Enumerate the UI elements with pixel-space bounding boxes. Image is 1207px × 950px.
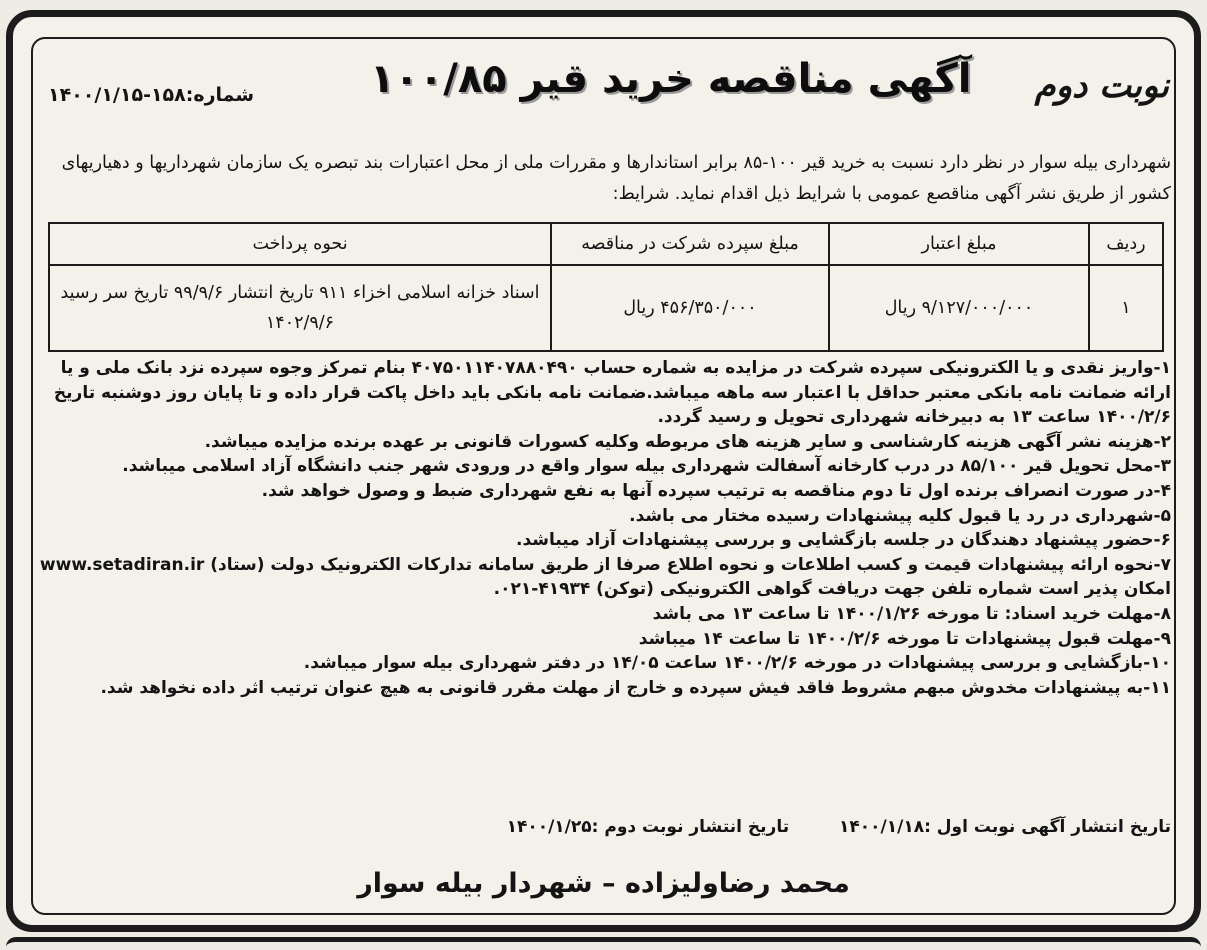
table-row (49, 265, 1163, 351)
condition-item: ۱-واریز نقدی و یا الکترونیکی سپرده شرکت در مزایده به شماره حساب ۴۰۷۵۰۱۱۴۰۷۸۸۰۴۹۰ بنام تمرکز وجوه سپرده نزد بانک ملی و یا ارائه ضمانت نامه بانکی معتبر حداقل با اعتبار سه ماهه میباشد.ضمانت نامه بانکی باید داخل پاکت قرار داده و تا پایان روز دوشنبه تاریخ ۱۴۰۰/۲/۶ ساعت ۱۳ به دبیرخانه شهرداری تحویل و رسید گردد. (53, 358, 1171, 428)
header-credit: مبلغ اعتبار (829, 223, 1089, 265)
condition-item: ۵-شهرداری در رد یا قبول کلیه پیشنهادات رسیده مختار می باشد. (629, 505, 1171, 526)
signature: محمد رضاولیزاده – شهردار بیله سوار (357, 868, 850, 899)
condition-item: ۱۱-به پیشنهادات مخدوش مبهم مشروط فاقد فیش سپرده و خارج از مهلت مقرر قانونی به هیچ عنوان ترتیب اثر داده نخواهد شد. (100, 677, 1171, 698)
notice-title: آگهی مناقصه خرید قیر ۱۰۰/۸۵ (370, 56, 972, 102)
first-publication-date: تاریخ انتشار آگهی نوبت اول :۱۴۰۰/۱/۱۸ (839, 817, 1171, 837)
condition-7-text: ۷-نحوه ارائه پیشنهادات قیمت و کسب اطلاعات و نحوه اطلاع صرفا از طریق سامانه تدارکات الکترونیک دولت (ستاد) (210, 554, 1171, 575)
condition-item: ۶-حضور پیشنهاد دهندگان در جلسه بازگشایی و بررسی پیشنهادات آزاد میباشد. (515, 530, 1171, 551)
conditions-list (37, 356, 1171, 700)
condition-item: ۲-هزینه نشر آگهی هزینه کارشناسی و سایر هزینه های مربوطه وکلیه کسورات قانونی بر عهده برنده مزایده میباشد. (204, 431, 1171, 452)
cell-row-number: ۱ (1089, 265, 1163, 351)
condition-item: ۴-در صورت انصراف برنده اول تا دوم مناقصه به ترتیب سپرده آنها به نفع شهرداری ضبط و وصول خواهد شد. (261, 480, 1171, 501)
condition-7-rest: امکان پذیر است شماره تلفن جهت دریافت گواهی الکترونیکی (توکن) ۴۱۹۳۴-۰۲۱. (493, 579, 1171, 600)
round-label: نوبت دوم (1034, 66, 1169, 106)
condition-item: ۸-مهلت خرید اسناد: تا مورخه ۱۴۰۰/۱/۲۶ تا ساعت ۱۳ می باشد (652, 603, 1171, 624)
cell-payment: اسناد خزانه اسلامی اخزاء ۹۱۱ تاریخ انتشار ۹۹/۹/۶ تاریخ سر رسید ۱۴۰۲/۹/۶ (49, 265, 551, 351)
cell-credit: ۹/۱۲۷/۰۰۰/۰۰۰ ریال (829, 265, 1089, 351)
table-header-row (49, 223, 1163, 265)
publication-dates (507, 817, 1171, 837)
condition-item (37, 553, 1171, 602)
condition-item: ۹-مهلت قبول پیشنهادات تا مورخه ۱۴۰۰/۲/۶ تا ساعت ۱۴ میباشد (638, 628, 1171, 649)
header-payment: نحوه پرداخت (49, 223, 551, 265)
header-deposit: مبلغ سپرده شرکت در مناقصه (551, 223, 829, 265)
header-row-number: ردیف (1089, 223, 1163, 265)
setad-website-link[interactable]: www.setadiran.ir (39, 554, 205, 575)
condition-item: ۳-محل تحویل قیر ۸۵/۱۰۰ در درب کارخانه آسفالت شهرداری بیله سوار واقع در ورودی شهر جنب دانشگاه آزاد اسلامی میباشد. (122, 456, 1171, 477)
notice-number: شماره:۱۵۸-۱۴۰۰/۱/۱۵ (48, 84, 255, 106)
second-publication-date: تاریخ انتشار نوبت دوم :۱۴۰۰/۱/۲۵ (506, 817, 790, 837)
cell-deposit: ۴۵۶/۳۵۰/۰۰۰ ریال (551, 265, 829, 351)
condition-item: ۱۰-بازگشایی و بررسی پیشنهادات در مورخه ۱۴۰۰/۲/۶ ساعت ۱۴/۰۵ در دفتر شهرداری بیله سوار میباشد. (303, 653, 1171, 674)
next-notice-border (6, 937, 1201, 950)
intro-paragraph: شهرداری بیله سوار در نظر دارد نسبت به خرید قیر ۱۰۰-۸۵ برابر استاندارها و مقررات ملی از محل اعتبارات بند تبصره یک سازمان شهرداریها و دهیاریهای کشور از طریق نشر آگهی مناقصع عمومی با شرایط ذیل اقدام نماید. شرایط: (61, 153, 1171, 204)
terms-table (48, 222, 1164, 352)
